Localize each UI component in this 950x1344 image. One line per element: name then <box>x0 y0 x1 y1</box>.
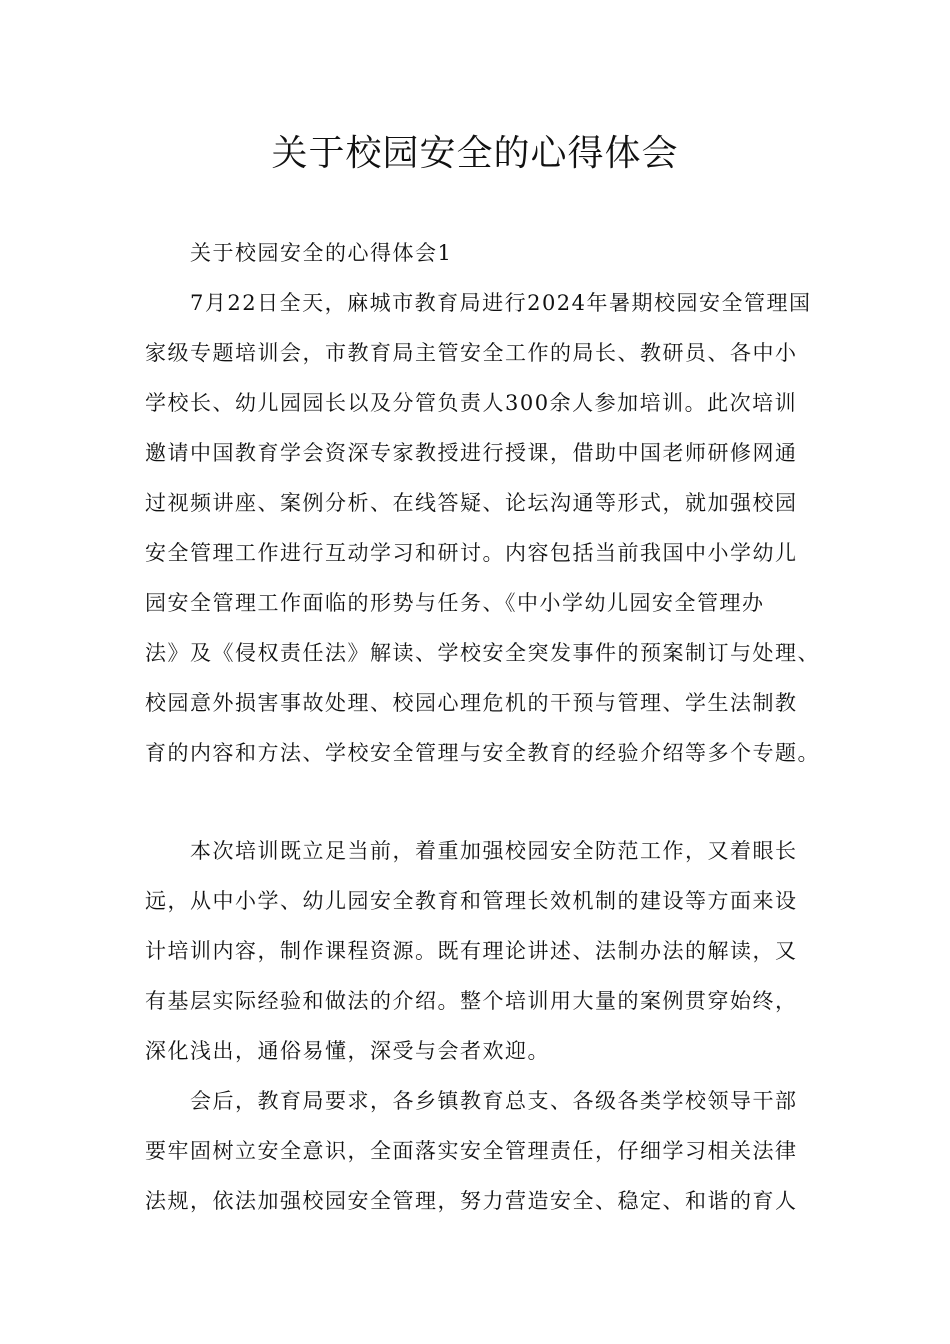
paragraph-2-line: 计培训内容，制作课程资源。既有理论讲述、法制办法的解读，又 <box>145 939 798 963</box>
section-heading: 关于校园安全的心得体会1 <box>190 241 453 265</box>
paragraph-1-line: 家级专题培训会，市教育局主管安全工作的局长、教研员、各中小 <box>145 341 798 365</box>
paragraph-3-line: 要牢固树立安全意识，全面落实安全管理责任，仔细学习相关法律 <box>145 1139 798 1163</box>
paragraph-2-line: 本次培训既立足当前，着重加强校园安全防范工作，又着眼长 <box>190 839 798 863</box>
paragraph-1-line: 学校长、幼儿园园长以及分管负责人300余人参加培训。此次培训 <box>145 391 798 415</box>
paragraph-1-line: 校园意外损害事故处理、校园心理危机的干预与管理、学生法制教 <box>145 691 798 715</box>
paragraph-1-line: 安全管理工作进行互动学习和研讨。内容包括当前我国中小学幼儿 <box>145 541 798 565</box>
paragraph-3-line: 法规，依法加强校园安全管理，努力营造安全、稳定、和谐的育人 <box>145 1189 798 1213</box>
paragraph-1-line: 法》及《侵权责任法》解读、学校安全突发事件的预案制订与处理、 <box>145 641 820 665</box>
paragraph-3-line: 会后，教育局要求，各乡镇教育总支、各级各类学校领导干部 <box>190 1089 798 1113</box>
paragraph-2-line: 有基层实际经验和做法的介绍。整个培训用大量的案例贯穿始终， <box>145 989 798 1013</box>
paragraph-1-line: 育的内容和方法、学校安全管理与安全教育的经验介绍等多个专题。 <box>145 741 820 765</box>
paragraph-2-line: 深化浅出，通俗易懂，深受与会者欢迎。 <box>145 1039 550 1063</box>
paragraph-1-line: 过视频讲座、案例分析、在线答疑、论坛沟通等形式，就加强校园 <box>145 491 798 515</box>
paragraph-1-line: 园安全管理工作面临的形势与任务、《中小学幼儿园安全管理办 <box>145 591 765 615</box>
paragraph-2-line: 远，从中小学、幼儿园安全教育和管理长效机制的建设等方面来设 <box>145 889 798 913</box>
paragraph-1-line: 7月22日全天，麻城市教育局进行2024年暑期校园安全管理国 <box>190 291 812 315</box>
document-title: 关于校园安全的心得体会 <box>271 133 679 174</box>
paragraph-1-line: 邀请中国教育学会资深专家教授进行授课，借助中国老师研修网通 <box>145 441 798 465</box>
